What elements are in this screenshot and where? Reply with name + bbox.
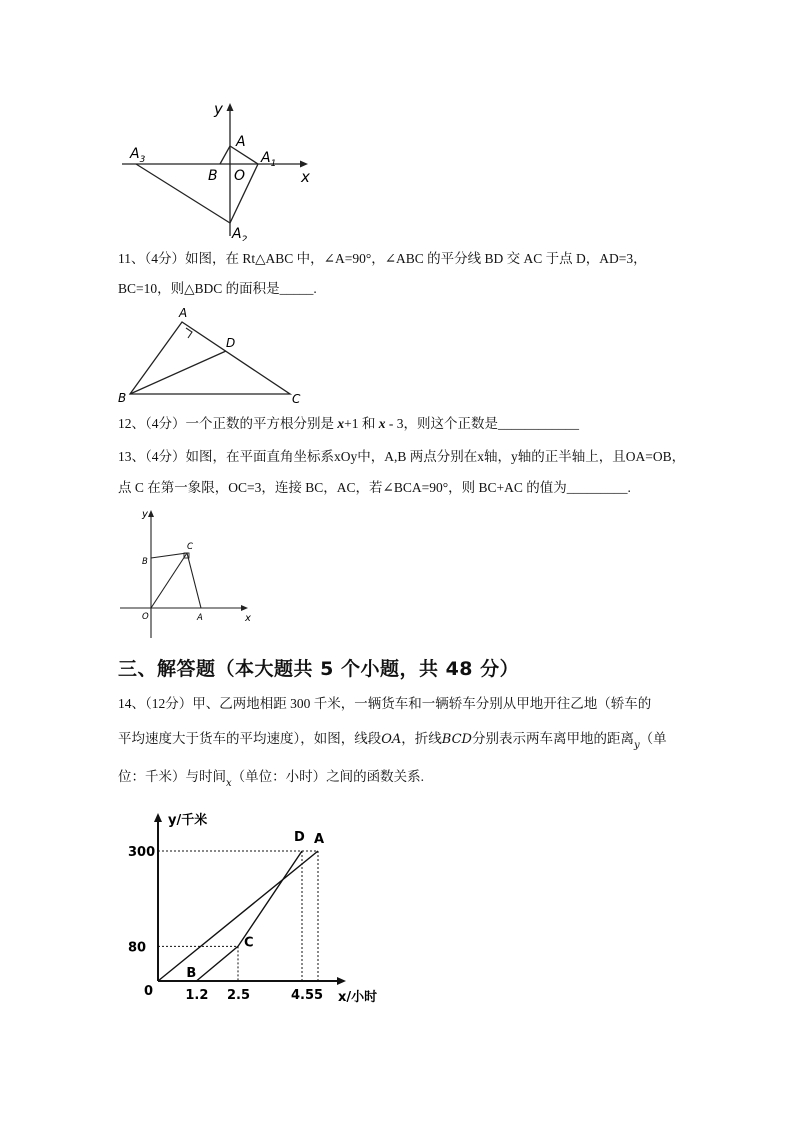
x-axis-title: x/小时 xyxy=(338,990,378,1005)
series-line-oa xyxy=(158,851,318,981)
q11-line2: BC=10，则△BDC 的面积是_____. xyxy=(118,281,317,296)
label-o: O xyxy=(234,168,246,184)
q14-text: 分别表示两车离甲地的距离 xyxy=(471,731,634,746)
origin-label: 0 xyxy=(144,984,154,999)
q13-line2: 点 C 在第一象限，OC=3，连接 BC，AC，若∠BCA=90°，则 BC+AC 的值为_________. xyxy=(118,480,631,495)
label-y: y xyxy=(142,509,148,520)
label-b: B xyxy=(118,391,127,404)
q14-var-oa: OA xyxy=(381,732,402,747)
q11-line1: 11、（4分）如图，在 Rt△ABC 中，∠A=90°，∠ABC 的平分线 BD 交 AC 于点 D，AD=3， xyxy=(118,251,647,266)
section-title: 三、解答题（本大题共 5 个小题，共 48 分） xyxy=(118,658,520,680)
q14-var-bcd: BCD xyxy=(441,732,472,747)
x-tick-label: 4.5 xyxy=(291,988,315,1003)
q12-part3: - 3，则这个正数是____________ xyxy=(385,416,579,431)
point-label-b: B xyxy=(186,966,197,981)
label-a: A xyxy=(236,134,246,150)
x-axis-arrow xyxy=(337,977,346,985)
q12-var2: x xyxy=(378,416,386,431)
q13-line1: 13、（4分）如图，在平面直角坐标系xOy中，A,B 两点分别在x轴，y轴的正半轴上，且OA=OB， xyxy=(118,449,686,464)
q14-var-x: x xyxy=(226,778,232,789)
label-a1: $A_1$ xyxy=(261,150,277,169)
figure-q13 xyxy=(118,502,258,642)
label-o: O xyxy=(142,612,149,622)
x-tick-label: 1.2 xyxy=(185,988,209,1003)
q12-part1: 12、（4分）一个正数的平方根分别是 xyxy=(118,416,338,431)
label-c: C xyxy=(292,392,301,404)
x-axis-arrow xyxy=(241,605,248,611)
label-b: B xyxy=(142,557,148,567)
label-c: C xyxy=(187,542,193,552)
y-axis-arrow xyxy=(148,510,154,517)
q12-text xyxy=(118,415,579,433)
q14-text: 位：千米）与时间 xyxy=(118,769,226,784)
q14-var-y: y xyxy=(633,740,640,751)
x-tick-label: 2.5 xyxy=(227,988,251,1003)
x-tick-label: 5 xyxy=(314,988,324,1003)
label-y: y xyxy=(214,100,223,118)
label-x: x xyxy=(245,613,251,624)
y-axis-arrow xyxy=(154,813,162,822)
q14-chart xyxy=(120,805,390,1010)
series-line-bcd xyxy=(196,851,302,981)
figure-q11 xyxy=(118,304,318,404)
figure-q10 xyxy=(118,96,318,241)
segment-bd xyxy=(130,351,226,394)
point-label-c: C xyxy=(244,935,254,951)
right-angle-mark xyxy=(186,328,192,338)
label-a2: $A_2$ xyxy=(232,226,248,241)
label-x: x xyxy=(301,168,310,186)
label-d: D xyxy=(226,336,236,350)
q14-text: 平均速度大于货车的平均速度），如图，线段 xyxy=(118,731,382,746)
point-label-d: D xyxy=(294,830,305,845)
q14-line1: 14、（12分）甲、乙两地相距 300 千米，一辆货车和一辆轿车分别从甲地开往乙地（轿车的 xyxy=(118,696,652,711)
y-axis-title: y/千米 xyxy=(168,813,208,828)
label-b: B xyxy=(208,168,218,184)
q14-text: （单位：小时）之间的函数关系. xyxy=(231,769,425,784)
q14-text: （单 xyxy=(639,731,667,746)
label-a: A xyxy=(179,306,188,320)
segment-oc xyxy=(151,553,187,608)
y-tick-label: 80 xyxy=(128,940,147,956)
y-axis-arrow xyxy=(227,103,234,111)
label-a: A xyxy=(197,613,203,623)
q12-var1: x xyxy=(337,416,345,431)
x-axis-arrow xyxy=(300,161,308,168)
y-tick-label: 300 xyxy=(128,845,156,860)
q12-part2: +1 和 xyxy=(344,416,379,431)
q14-line2 xyxy=(118,730,667,750)
q14-line3 xyxy=(118,768,424,788)
point-label-a: A xyxy=(314,832,325,847)
segment-b-c-a xyxy=(151,553,201,608)
q14-text: ，折线 xyxy=(401,731,442,746)
label-a3: $A_3$ xyxy=(130,146,146,165)
